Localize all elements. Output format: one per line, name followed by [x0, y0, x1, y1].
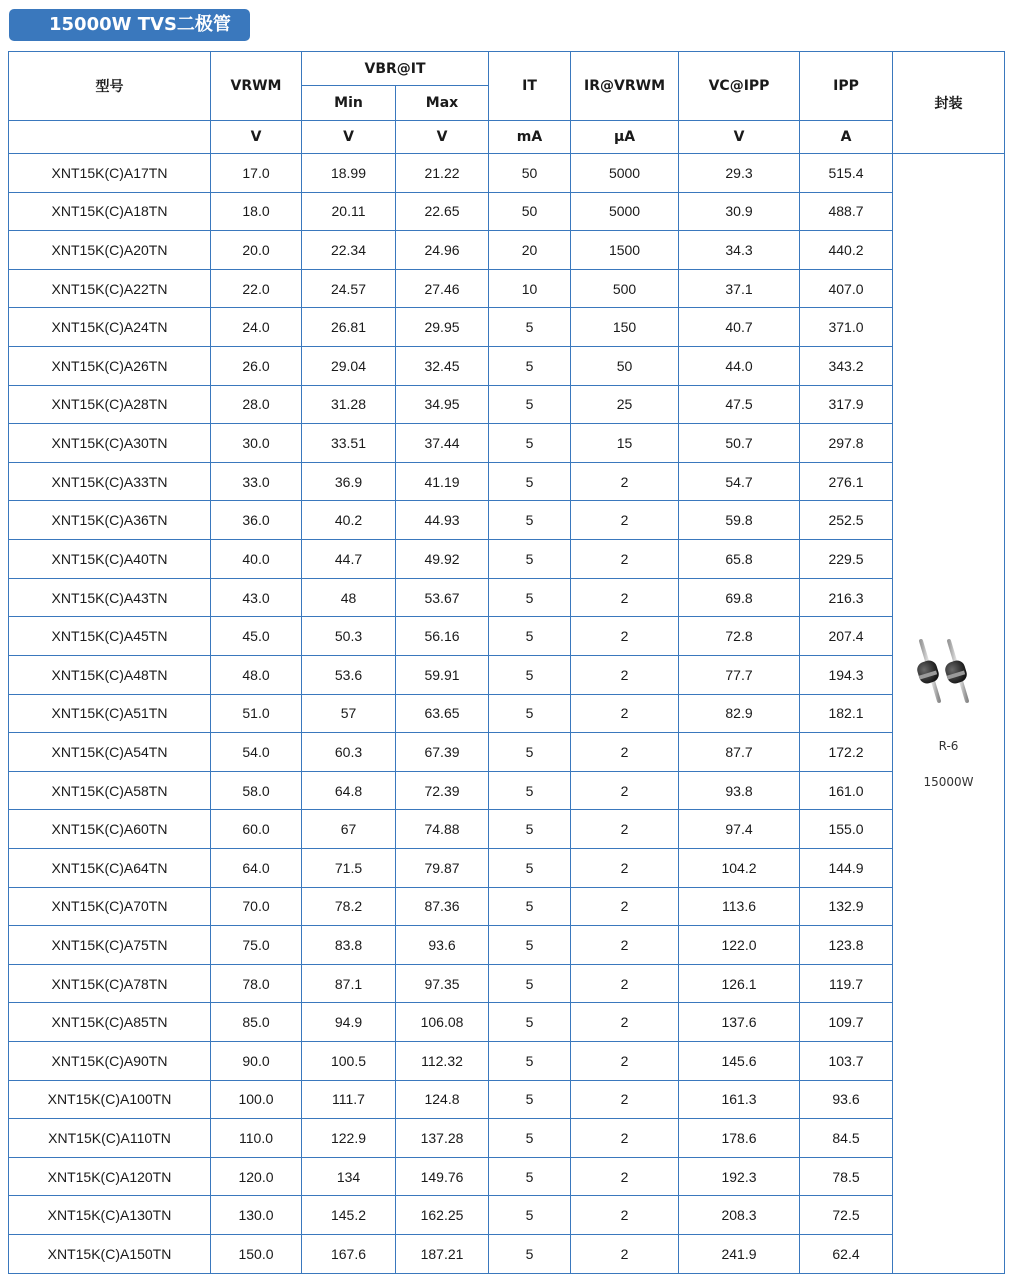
cell-it: 5	[489, 848, 571, 887]
cell-it: 5	[489, 617, 571, 656]
cell-ipp: 229.5	[800, 540, 893, 579]
cell-ipp: 440.2	[800, 231, 893, 270]
cell-vc-ipp: 104.2	[679, 848, 800, 887]
cell-vbr-max: 29.95	[396, 308, 489, 347]
cell-vbr-min: 122.9	[302, 1119, 396, 1158]
cell-it: 5	[489, 578, 571, 617]
cell-it: 5	[489, 462, 571, 501]
cell-vrwm: 17.0	[211, 154, 302, 193]
cell-ipp: 132.9	[800, 887, 893, 926]
cell-model: XNT15K(C)A90TN	[9, 1042, 211, 1081]
cell-vc-ipp: 122.0	[679, 926, 800, 965]
cell-model: XNT15K(C)A17TN	[9, 154, 211, 193]
cell-ipp: 72.5	[800, 1196, 893, 1235]
cell-model: XNT15K(C)A30TN	[9, 424, 211, 463]
table-row	[9, 771, 1005, 810]
cell-vc-ipp: 93.8	[679, 771, 800, 810]
cell-vrwm: 90.0	[211, 1042, 302, 1081]
cell-it: 5	[489, 1196, 571, 1235]
cell-model: XNT15K(C)A33TN	[9, 462, 211, 501]
cell-model: XNT15K(C)A150TN	[9, 1235, 211, 1274]
cell-it: 5	[489, 733, 571, 772]
cell-vbr-max: 187.21	[396, 1235, 489, 1274]
cell-ipp: 62.4	[800, 1235, 893, 1274]
cell-vc-ipp: 145.6	[679, 1042, 800, 1081]
cell-it: 5	[489, 1119, 571, 1158]
cell-vrwm: 36.0	[211, 501, 302, 540]
cell-vrwm: 75.0	[211, 926, 302, 965]
cell-vbr-max: 137.28	[396, 1119, 489, 1158]
cell-vc-ipp: 192.3	[679, 1157, 800, 1196]
cell-model: XNT15K(C)A60TN	[9, 810, 211, 849]
header-vbr-min: Min	[302, 86, 396, 121]
cell-ir-vrwm: 2	[571, 733, 679, 772]
cell-vbr-min: 48	[302, 578, 396, 617]
unit-ipp: A	[800, 121, 893, 154]
cell-vbr-max: 93.6	[396, 926, 489, 965]
cell-vc-ipp: 69.8	[679, 578, 800, 617]
cell-vbr-max: 22.65	[396, 192, 489, 231]
cell-vbr-min: 111.7	[302, 1080, 396, 1119]
cell-ir-vrwm: 2	[571, 540, 679, 579]
cell-it: 5	[489, 694, 571, 733]
cell-model: XNT15K(C)A100TN	[9, 1080, 211, 1119]
cell-vbr-min: 87.1	[302, 964, 396, 1003]
cell-vrwm: 20.0	[211, 231, 302, 270]
cell-ir-vrwm: 2	[571, 771, 679, 810]
cell-vrwm: 48.0	[211, 655, 302, 694]
cell-vbr-min: 26.81	[302, 308, 396, 347]
cell-ir-vrwm: 2	[571, 926, 679, 965]
axial-diode-icon	[913, 639, 985, 709]
header-model: 型号	[9, 52, 211, 121]
table-row	[9, 501, 1005, 540]
cell-vbr-min: 40.2	[302, 501, 396, 540]
cell-vbr-max: 162.25	[396, 1196, 489, 1235]
cell-it: 5	[489, 1080, 571, 1119]
cell-it: 5	[489, 347, 571, 386]
cell-ir-vrwm: 2	[571, 462, 679, 501]
header-it: IT	[489, 52, 571, 121]
cell-it: 5	[489, 964, 571, 1003]
cell-ir-vrwm: 150	[571, 308, 679, 347]
cell-vbr-max: 21.22	[396, 154, 489, 193]
cell-vbr-max: 56.16	[396, 617, 489, 656]
cell-ir-vrwm: 5000	[571, 154, 679, 193]
cell-it: 5	[489, 1042, 571, 1081]
table-row	[9, 810, 1005, 849]
cell-model: XNT15K(C)A120TN	[9, 1157, 211, 1196]
cell-ipp: 182.1	[800, 694, 893, 733]
cell-vrwm: 28.0	[211, 385, 302, 424]
cell-vbr-min: 20.11	[302, 192, 396, 231]
header-vbr-max: Max	[396, 86, 489, 121]
cell-vbr-min: 134	[302, 1157, 396, 1196]
cell-ipp: 207.4	[800, 617, 893, 656]
cell-vbr-max: 67.39	[396, 733, 489, 772]
cell-vbr-min: 60.3	[302, 733, 396, 772]
cell-vbr-max: 87.36	[396, 887, 489, 926]
cell-ir-vrwm: 2	[571, 694, 679, 733]
cell-ipp: 103.7	[800, 1042, 893, 1081]
cell-vrwm: 64.0	[211, 848, 302, 887]
cell-model: XNT15K(C)A43TN	[9, 578, 211, 617]
unit-vc: V	[679, 121, 800, 154]
cell-vbr-max: 34.95	[396, 385, 489, 424]
cell-ir-vrwm: 2	[571, 1119, 679, 1158]
cell-vbr-min: 64.8	[302, 771, 396, 810]
cell-ipp: 407.0	[800, 269, 893, 308]
table-row	[9, 617, 1005, 656]
cell-ir-vrwm: 2	[571, 655, 679, 694]
cell-vbr-max: 112.32	[396, 1042, 489, 1081]
cell-ipp: 144.9	[800, 848, 893, 887]
table-row	[9, 1042, 1005, 1081]
cell-vrwm: 60.0	[211, 810, 302, 849]
cell-it: 5	[489, 655, 571, 694]
cell-vbr-max: 149.76	[396, 1157, 489, 1196]
package-name: R-6	[938, 738, 959, 753]
cell-vc-ipp: 87.7	[679, 733, 800, 772]
table-row	[9, 964, 1005, 1003]
cell-model: XNT15K(C)A110TN	[9, 1119, 211, 1158]
cell-vbr-max: 37.44	[396, 424, 489, 463]
cell-vbr-max: 27.46	[396, 269, 489, 308]
cell-vc-ipp: 29.3	[679, 154, 800, 193]
cell-ipp: 119.7	[800, 964, 893, 1003]
unit-it: mA	[489, 121, 571, 154]
cell-model: XNT15K(C)A20TN	[9, 231, 211, 270]
cell-model: XNT15K(C)A18TN	[9, 192, 211, 231]
cell-ir-vrwm: 1500	[571, 231, 679, 270]
cell-vbr-min: 67	[302, 810, 396, 849]
cell-vc-ipp: 44.0	[679, 347, 800, 386]
unit-vbr-max: V	[396, 121, 489, 154]
cell-ipp: 371.0	[800, 308, 893, 347]
cell-model: XNT15K(C)A58TN	[9, 771, 211, 810]
cell-ir-vrwm: 2	[571, 1080, 679, 1119]
cell-vbr-max: 63.65	[396, 694, 489, 733]
unit-model-blank	[9, 121, 211, 154]
cell-it: 5	[489, 810, 571, 849]
cell-vc-ipp: 241.9	[679, 1235, 800, 1274]
cell-ir-vrwm: 2	[571, 578, 679, 617]
cell-ipp: 172.2	[800, 733, 893, 772]
cell-ir-vrwm: 2	[571, 887, 679, 926]
cell-ir-vrwm: 50	[571, 347, 679, 386]
cell-it: 10	[489, 269, 571, 308]
table-row	[9, 269, 1005, 308]
cell-vbr-min: 71.5	[302, 848, 396, 887]
cell-ir-vrwm: 2	[571, 810, 679, 849]
cell-vc-ipp: 161.3	[679, 1080, 800, 1119]
cell-vc-ipp: 72.8	[679, 617, 800, 656]
table-row	[9, 192, 1005, 231]
cell-vbr-min: 145.2	[302, 1196, 396, 1235]
cell-ipp: 317.9	[800, 385, 893, 424]
cell-model: XNT15K(C)A28TN	[9, 385, 211, 424]
cell-ir-vrwm: 25	[571, 385, 679, 424]
cell-it: 5	[489, 540, 571, 579]
cell-vrwm: 70.0	[211, 887, 302, 926]
unit-vbr-min: V	[302, 121, 396, 154]
cell-vc-ipp: 97.4	[679, 810, 800, 849]
table-row	[9, 733, 1005, 772]
cell-ipp: 515.4	[800, 154, 893, 193]
table-row	[9, 347, 1005, 386]
cell-vbr-max: 24.96	[396, 231, 489, 270]
cell-vc-ipp: 137.6	[679, 1003, 800, 1042]
table-row	[9, 694, 1005, 733]
table-row	[9, 385, 1005, 424]
cell-vbr-min: 50.3	[302, 617, 396, 656]
cell-ir-vrwm: 15	[571, 424, 679, 463]
cell-vbr-min: 100.5	[302, 1042, 396, 1081]
cell-vrwm: 33.0	[211, 462, 302, 501]
cell-model: XNT15K(C)A26TN	[9, 347, 211, 386]
cell-vrwm: 85.0	[211, 1003, 302, 1042]
cell-model: XNT15K(C)A40TN	[9, 540, 211, 579]
cell-ipp: 109.7	[800, 1003, 893, 1042]
cell-vc-ipp: 59.8	[679, 501, 800, 540]
cell-vrwm: 130.0	[211, 1196, 302, 1235]
cell-vbr-min: 22.34	[302, 231, 396, 270]
table-row	[9, 1157, 1005, 1196]
package-power: 15000W	[923, 774, 974, 789]
section-title: 15000W TVS二极管	[9, 9, 250, 41]
package-cell	[893, 154, 1005, 1274]
spec-table	[8, 51, 1005, 1274]
cell-it: 50	[489, 192, 571, 231]
table-row	[9, 154, 1005, 193]
cell-ipp: 155.0	[800, 810, 893, 849]
cell-vc-ipp: 208.3	[679, 1196, 800, 1235]
cell-vrwm: 78.0	[211, 964, 302, 1003]
unit-ir: µA	[571, 121, 679, 154]
table-row	[9, 1119, 1005, 1158]
cell-vc-ipp: 37.1	[679, 269, 800, 308]
cell-model: XNT15K(C)A51TN	[9, 694, 211, 733]
cell-vc-ipp: 65.8	[679, 540, 800, 579]
cell-it: 5	[489, 385, 571, 424]
cell-vbr-min: 167.6	[302, 1235, 396, 1274]
cell-vrwm: 43.0	[211, 578, 302, 617]
cell-vrwm: 22.0	[211, 269, 302, 308]
cell-vrwm: 54.0	[211, 733, 302, 772]
cell-vc-ipp: 34.3	[679, 231, 800, 270]
cell-vrwm: 100.0	[211, 1080, 302, 1119]
cell-vrwm: 18.0	[211, 192, 302, 231]
cell-ir-vrwm: 2	[571, 1003, 679, 1042]
cell-it: 50	[489, 154, 571, 193]
cell-ir-vrwm: 2	[571, 617, 679, 656]
cell-it: 5	[489, 1235, 571, 1274]
cell-it: 5	[489, 308, 571, 347]
cell-vbr-min: 83.8	[302, 926, 396, 965]
header-vc: VC@IPP	[679, 52, 800, 121]
cell-vbr-min: 94.9	[302, 1003, 396, 1042]
cell-vc-ipp: 54.7	[679, 462, 800, 501]
table-row	[9, 231, 1005, 270]
cell-vrwm: 30.0	[211, 424, 302, 463]
cell-vbr-min: 29.04	[302, 347, 396, 386]
cell-model: XNT15K(C)A24TN	[9, 308, 211, 347]
table-row	[9, 424, 1005, 463]
cell-ipp: 78.5	[800, 1157, 893, 1196]
cell-vrwm: 150.0	[211, 1235, 302, 1274]
cell-vbr-min: 78.2	[302, 887, 396, 926]
cell-vbr-min: 36.9	[302, 462, 396, 501]
cell-vbr-max: 32.45	[396, 347, 489, 386]
table-row	[9, 578, 1005, 617]
table-row	[9, 887, 1005, 926]
cell-vrwm: 51.0	[211, 694, 302, 733]
cell-vc-ipp: 178.6	[679, 1119, 800, 1158]
table-row	[9, 462, 1005, 501]
cell-vrwm: 24.0	[211, 308, 302, 347]
cell-ir-vrwm: 500	[571, 269, 679, 308]
cell-vbr-min: 33.51	[302, 424, 396, 463]
cell-vc-ipp: 30.9	[679, 192, 800, 231]
cell-vbr-min: 53.6	[302, 655, 396, 694]
table-row	[9, 1080, 1005, 1119]
cell-vc-ipp: 50.7	[679, 424, 800, 463]
cell-vbr-min: 24.57	[302, 269, 396, 308]
table-row	[9, 926, 1005, 965]
cell-ipp: 276.1	[800, 462, 893, 501]
table-row	[9, 1003, 1005, 1042]
cell-vbr-max: 59.91	[396, 655, 489, 694]
cell-vbr-max: 74.88	[396, 810, 489, 849]
cell-model: XNT15K(C)A36TN	[9, 501, 211, 540]
header-ir: IR@VRWM	[571, 52, 679, 121]
cell-it: 5	[489, 926, 571, 965]
cell-model: XNT15K(C)A130TN	[9, 1196, 211, 1235]
cell-ipp: 123.8	[800, 926, 893, 965]
cell-model: XNT15K(C)A64TN	[9, 848, 211, 887]
cell-vbr-min: 18.99	[302, 154, 396, 193]
cell-vbr-max: 44.93	[396, 501, 489, 540]
table-row	[9, 540, 1005, 579]
cell-model: XNT15K(C)A85TN	[9, 1003, 211, 1042]
header-vbr: VBR@IT	[302, 52, 489, 86]
cell-vbr-max: 41.19	[396, 462, 489, 501]
cell-ipp: 297.8	[800, 424, 893, 463]
cell-ipp: 488.7	[800, 192, 893, 231]
cell-ipp: 93.6	[800, 1080, 893, 1119]
cell-vbr-max: 106.08	[396, 1003, 489, 1042]
cell-vrwm: 26.0	[211, 347, 302, 386]
unit-vrwm: V	[211, 121, 302, 154]
cell-it: 5	[489, 1157, 571, 1196]
cell-vbr-max: 124.8	[396, 1080, 489, 1119]
cell-model: XNT15K(C)A22TN	[9, 269, 211, 308]
cell-ir-vrwm: 2	[571, 1157, 679, 1196]
cell-ipp: 216.3	[800, 578, 893, 617]
cell-it: 5	[489, 771, 571, 810]
cell-model: XNT15K(C)A78TN	[9, 964, 211, 1003]
table-row	[9, 655, 1005, 694]
cell-vc-ipp: 47.5	[679, 385, 800, 424]
cell-model: XNT15K(C)A75TN	[9, 926, 211, 965]
cell-vc-ipp: 40.7	[679, 308, 800, 347]
cell-it: 5	[489, 1003, 571, 1042]
cell-ir-vrwm: 2	[571, 1042, 679, 1081]
cell-vrwm: 120.0	[211, 1157, 302, 1196]
cell-model: XNT15K(C)A48TN	[9, 655, 211, 694]
cell-vbr-max: 72.39	[396, 771, 489, 810]
table-row	[9, 1235, 1005, 1274]
cell-vc-ipp: 77.7	[679, 655, 800, 694]
cell-ir-vrwm: 2	[571, 501, 679, 540]
table-row	[9, 308, 1005, 347]
cell-vrwm: 110.0	[211, 1119, 302, 1158]
cell-it: 5	[489, 887, 571, 926]
cell-vbr-min: 31.28	[302, 385, 396, 424]
cell-vbr-min: 44.7	[302, 540, 396, 579]
cell-ipp: 343.2	[800, 347, 893, 386]
cell-vc-ipp: 82.9	[679, 694, 800, 733]
cell-ipp: 84.5	[800, 1119, 893, 1158]
cell-vc-ipp: 126.1	[679, 964, 800, 1003]
cell-vrwm: 40.0	[211, 540, 302, 579]
cell-ir-vrwm: 2	[571, 1196, 679, 1235]
cell-it: 20	[489, 231, 571, 270]
header-ipp: IPP	[800, 52, 893, 121]
cell-ir-vrwm: 2	[571, 1235, 679, 1274]
cell-vrwm: 58.0	[211, 771, 302, 810]
cell-ir-vrwm: 2	[571, 848, 679, 887]
table-row	[9, 1196, 1005, 1235]
table-row	[9, 848, 1005, 887]
spec-table-body	[9, 154, 1005, 1274]
cell-vrwm: 45.0	[211, 617, 302, 656]
cell-ir-vrwm: 5000	[571, 192, 679, 231]
cell-model: XNT15K(C)A45TN	[9, 617, 211, 656]
cell-vbr-max: 49.92	[396, 540, 489, 579]
cell-vbr-max: 97.35	[396, 964, 489, 1003]
header-vrwm: VRWM	[211, 52, 302, 121]
cell-it: 5	[489, 424, 571, 463]
cell-ipp: 252.5	[800, 501, 893, 540]
cell-ipp: 194.3	[800, 655, 893, 694]
cell-vc-ipp: 113.6	[679, 887, 800, 926]
cell-ir-vrwm: 2	[571, 964, 679, 1003]
cell-vbr-min: 57	[302, 694, 396, 733]
cell-vbr-max: 53.67	[396, 578, 489, 617]
cell-vbr-max: 79.87	[396, 848, 489, 887]
cell-model: XNT15K(C)A54TN	[9, 733, 211, 772]
cell-ipp: 161.0	[800, 771, 893, 810]
cell-model: XNT15K(C)A70TN	[9, 887, 211, 926]
cell-it: 5	[489, 501, 571, 540]
header-package: 封装	[893, 52, 1005, 154]
